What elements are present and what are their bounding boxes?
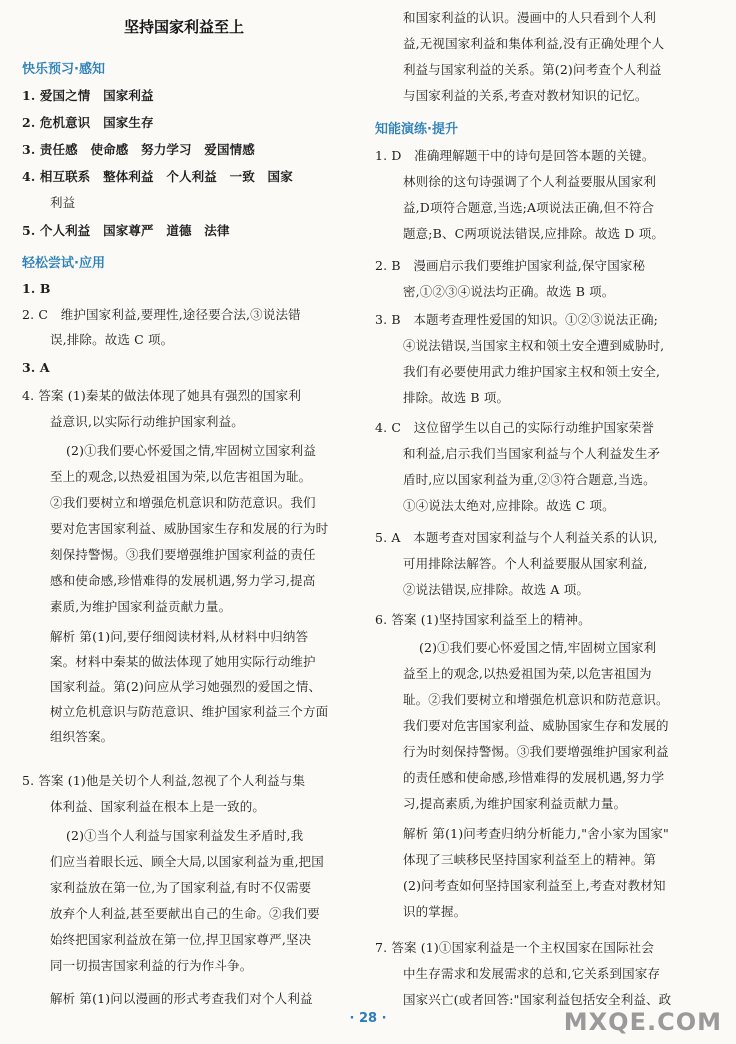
right-line: 耻。②我们要树立和增强危机意识和防范意识。 bbox=[403, 692, 669, 707]
right-line: 密,①②③④说法均正确。故选 B 项。 bbox=[403, 284, 615, 299]
left-line: 们应当着眼长远、顾全大局,以国家利益为重,把国 bbox=[50, 854, 324, 869]
right-line: 识的掌握。 bbox=[403, 904, 467, 919]
left-line: (2)①当个人利益与国家利益发生矛盾时,我 bbox=[66, 828, 304, 843]
left-line: 2. 危机意识 国家生存 bbox=[22, 115, 154, 130]
left-line: 体利益、国家利益在根本上是一致的。 bbox=[50, 799, 266, 814]
section-heading-try: 轻松尝试·应用 bbox=[22, 256, 105, 271]
left-line: 组织答案。 bbox=[50, 729, 114, 744]
left-line: (2)①我们要心怀爱国之情,牢固树立国家利益 bbox=[66, 443, 316, 458]
page-title: 坚持国家利益至上 bbox=[123, 18, 244, 36]
left-line: 同一切损害国家利益的行为作斗争。 bbox=[50, 958, 253, 973]
right-line: 利益与国家利益的关系。第(2)问考查个人利益 bbox=[403, 62, 662, 77]
left-line: 感和使命感,珍惜难得的发展机遇,努力学习,提高 bbox=[50, 573, 316, 588]
left-line: 5. 答案 (1)他是关切个人利益,忽视了个人利益与集 bbox=[22, 773, 306, 788]
right-line: 习,提高素质,为维护国家利益贡献力量。 bbox=[403, 796, 627, 811]
right-line: 我们要对危害国家利益、威胁国家生存和发展的 bbox=[403, 718, 669, 733]
left-line: 4. 相互联系 整体利益 个人利益 一致 国家 bbox=[22, 169, 293, 184]
right-line: 林则徐的这句诗强调了个人利益要服从国家利 bbox=[403, 174, 657, 189]
right-line: 益,无视国家利益和集体利益,没有正确处理个人 bbox=[403, 36, 665, 51]
left-line: 解析 第(1)问以漫画的形式考查我们对个人利益 bbox=[50, 991, 313, 1006]
left-line: 4. 答案 (1)秦某的做法体现了她具有强烈的国家利 bbox=[22, 388, 301, 403]
left-line: 2. C 维护国家利益,要理性,途径要合法,③说法错 bbox=[22, 307, 301, 322]
right-line: 盾时,应以国家利益为重,②③符合题意,当选。 bbox=[403, 472, 656, 487]
left-line: 国家利益。第(2)问应从学习她强烈的爱国之情、 bbox=[50, 679, 322, 694]
right-line: 我们有必要使用武力维护国家主权和领土安全, bbox=[403, 364, 661, 379]
section-heading-preview: 快乐预习·感知 bbox=[22, 62, 105, 77]
right-line: 益,D项符合题意,当选;A项说法正确,但不符合 bbox=[403, 200, 655, 215]
right-line: ②说法错误,应排除。故选 A 项。 bbox=[403, 582, 589, 597]
section-heading-practice: 知能演练·提升 bbox=[375, 122, 458, 137]
right-line: 7. 答案 (1)①国家利益是一个主权国家在国际社会 bbox=[375, 940, 654, 955]
right-line: 5. A 本题考查对国家利益与个人利益关系的认识, bbox=[375, 530, 658, 545]
watermark-logo: MXQE.COM bbox=[563, 1008, 722, 1036]
right-line: 排除。故选 B 项。 bbox=[403, 390, 510, 405]
left-line: 益意识,以实际行动维护国家利益。 bbox=[50, 414, 244, 429]
left-line: 1. B bbox=[22, 281, 51, 296]
right-line: 题意;B、C两项说法错误,应排除。故选 D 项。 bbox=[403, 226, 665, 241]
right-line: 和利益,启示我们当国家利益与个人利益发生矛 bbox=[403, 446, 661, 461]
left-line: 放弃个人利益,甚至要献出自己的生命。②我们要 bbox=[50, 906, 320, 921]
right-line: 解析 第(1)问考查归纳分析能力,"舍小家为国家" bbox=[403, 826, 669, 841]
right-line: 6. 答案 (1)坚持国家利益至上的精神。 bbox=[375, 612, 591, 627]
left-line: 树立危机意识与防范意识、维护国家利益三个方面 bbox=[50, 704, 329, 719]
right-line: 行为时刻保持警惕。③我们要增强维护国家利益 bbox=[403, 744, 669, 759]
right-line: 中生存需求和发展需求的总和,它关系到国家存 bbox=[403, 966, 661, 981]
left-line: 要对危害国家利益、威胁国家生存和发展的行为时 bbox=[50, 521, 329, 536]
left-line: 案。材料中秦某的做法体现了她用实际行动维护 bbox=[50, 654, 316, 669]
left-line: 始终把国家利益放在第一位,捍卫国家尊严,坚决 bbox=[50, 932, 312, 947]
left-line: 家利益放在第一位,为了国家利益,有时不仅需要 bbox=[50, 880, 312, 895]
left-line: 利益 bbox=[50, 195, 76, 210]
right-line: ①④说法太绝对,应排除。故选 C 项。 bbox=[403, 498, 615, 513]
right-line: 1. D 准确理解题干中的诗句是回答本题的关键。 bbox=[375, 148, 655, 163]
left-line: ②我们要树立和增强危机意识和防范意识。我们 bbox=[50, 495, 316, 510]
right-line: 国家兴亡(或者回答:"国家利益包括安全利益、政 bbox=[403, 992, 672, 1007]
left-line: 3. A bbox=[22, 360, 50, 375]
left-line: 5. 个人利益 国家尊严 道德 法律 bbox=[22, 223, 230, 238]
left-line: 3. 责任感 使命感 努力学习 爱国情感 bbox=[22, 142, 255, 157]
right-line: 可用排除法解答。个人利益要服从国家利益, bbox=[403, 556, 648, 571]
left-line: 至上的观念,以热爱祖国为荣,以危害祖国为耻。 bbox=[50, 469, 312, 484]
right-line: ④说法错误,当国家主权和领土安全遭到威胁时, bbox=[403, 338, 665, 353]
right-line: 的责任感和使命感,珍惜难得的发展机遇,努力学 bbox=[403, 770, 665, 785]
left-line: 解析 第(1)问,要仔细阅读材料,从材料中归纳答 bbox=[50, 629, 309, 644]
right-line: 和国家利益的认识。漫画中的人只看到个人利 bbox=[403, 10, 657, 25]
page-number: · 28 · bbox=[349, 1011, 387, 1026]
right-line: (2)①我们要心怀爱国之情,牢固树立国家利 bbox=[419, 640, 657, 655]
right-line: 与国家利益的关系,考查对教材知识的记忆。 bbox=[403, 88, 648, 103]
right-line: 2. B 漫画启示我们要维护国家利益,保守国家秘 bbox=[375, 258, 646, 273]
right-line: 体现了三峡移民坚持国家利益至上的精神。第 bbox=[403, 852, 657, 867]
left-line: 刻保持警惕。③我们要增强维护国家利益的责任 bbox=[50, 547, 316, 562]
right-line: 益至上的观念,以热爱祖国为荣,以危害祖国为 bbox=[403, 666, 652, 681]
right-line: 3. B 本题考查理性爱国的知识。①②③说法正确; bbox=[375, 312, 659, 327]
left-line: 1. 爱国之情 国家利益 bbox=[22, 88, 154, 103]
left-line: 误,排除。故选 C 项。 bbox=[50, 332, 174, 347]
right-line: 4. C 这位留学生以自己的实际行动维护国家荣誉 bbox=[375, 420, 655, 435]
left-line: 素质,为维护国家利益贡献力量。 bbox=[50, 599, 232, 614]
right-line: (2)问考查如何坚持国家利益至上,考查对教材知 bbox=[403, 878, 666, 893]
